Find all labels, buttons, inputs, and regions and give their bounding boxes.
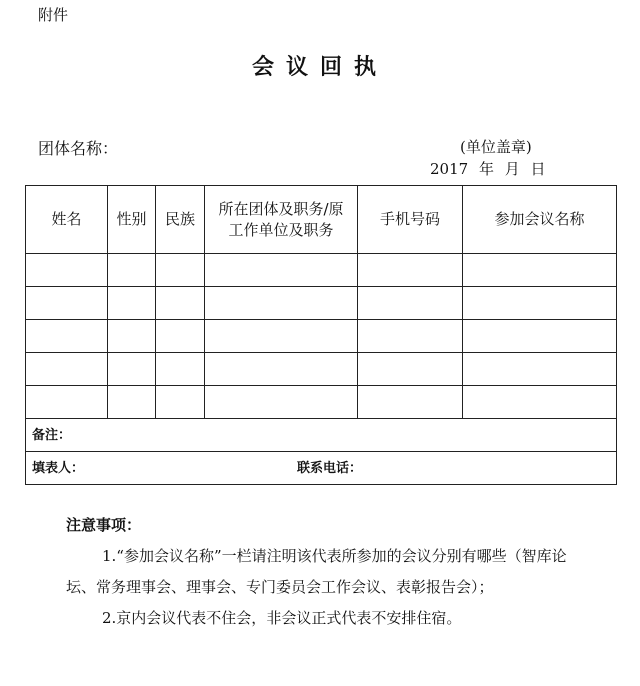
table-row [26,287,617,320]
note-item: 1.“参加会议名称”一栏请注明该代表所参加的会议分别有哪些（智库论坛、常务理事会、理事会、专门委员会工作会议、表彰报告会）； [66,547,567,596]
table-cell[interactable] [156,320,205,353]
table-cell[interactable] [108,353,156,386]
table-cell[interactable] [156,287,205,320]
table-cell[interactable] [358,353,463,386]
table-cell[interactable] [26,254,108,287]
header-ethnicity: 民族 [156,186,205,254]
date-line: 2017 年 月 日 [430,160,546,178]
table-cell[interactable] [108,287,156,320]
filler-row[interactable] [26,452,617,485]
table-cell[interactable] [358,254,463,287]
table-cell[interactable] [156,254,205,287]
table-cell[interactable] [358,320,463,353]
page-title: 会议回执 [251,54,388,80]
org-name-label: 团体名称： [38,139,119,158]
table-cell[interactable] [156,386,205,419]
table-cell[interactable] [358,287,463,320]
notes-heading: 注意事项： [66,516,142,534]
attachment-label: 附件 [38,6,69,24]
remarks-label: 备注： [32,427,72,443]
header-row [26,186,617,254]
table-cell[interactable] [156,353,205,386]
table-cell[interactable] [463,287,617,320]
table-row [26,254,617,287]
table-cell[interactable] [205,254,358,287]
table-row [26,320,617,353]
table-cell[interactable] [26,386,108,419]
table-cell[interactable] [108,320,156,353]
header-gender: 性别 [108,186,156,254]
filler-label: 填表人： [32,460,85,476]
reply-table [25,185,617,485]
table-cell[interactable] [108,254,156,287]
table-cell[interactable] [463,320,617,353]
note-item: 2.京内会议代表不住会，非会议正式代表不安排住宿。 [102,609,462,627]
table-cell[interactable] [205,320,358,353]
header-phone: 手机号码 [358,186,463,254]
phone-label: 联系电话： [297,460,363,476]
table-cell[interactable] [205,287,358,320]
table-cell[interactable] [358,386,463,419]
table-row [26,353,617,386]
table-cell[interactable] [205,353,358,386]
header-meeting: 参加会议名称 [463,186,617,254]
table-cell[interactable] [463,386,617,419]
notes-section [66,510,578,634]
table-cell[interactable] [205,386,358,419]
seal-label: (单位盖章) [460,138,532,156]
header-position: 所在团体及职务/原工作单位及职务 [205,186,358,254]
table-cell[interactable] [463,353,617,386]
header-name: 姓名 [26,186,108,254]
table-cell[interactable] [26,320,108,353]
table-row [26,386,617,419]
table-cell[interactable] [108,386,156,419]
remarks-field[interactable] [26,419,617,452]
table-cell[interactable] [463,254,617,287]
table-cell[interactable] [26,353,108,386]
table-cell[interactable] [26,287,108,320]
